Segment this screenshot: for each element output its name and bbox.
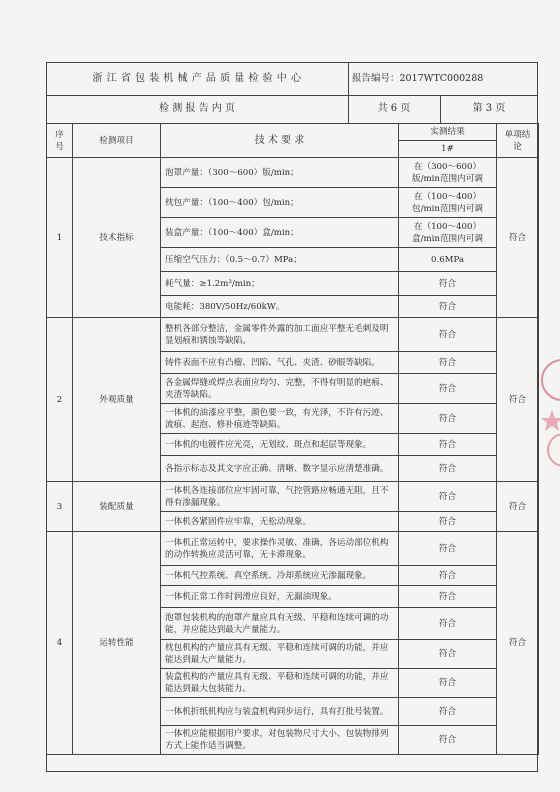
red-seal-stamp <box>538 340 560 470</box>
col-req-header: 技 术 要 求 <box>161 124 399 158</box>
result-cell: 符合 <box>399 272 497 296</box>
result-cell: 符合 <box>399 512 497 532</box>
result-cell: 在（100～400）盒/min范围内可调 <box>399 218 497 248</box>
requirement-cell: 泡罩产量：（300～600）版/min； <box>161 158 399 188</box>
inspection-table <box>46 123 539 755</box>
result-cell: 符合 <box>399 608 497 640</box>
result-cell: 符合 <box>399 566 497 586</box>
result-cell: 符合 <box>399 456 497 482</box>
result-cell: 符合 <box>399 434 497 456</box>
col-seq-header: 序号 <box>47 124 73 158</box>
group-seq: 4 <box>47 532 73 755</box>
page-number: 第 3 页 <box>472 103 506 114</box>
result-cell: 在（300～600）版/min范围内可调 <box>399 158 497 188</box>
requirement-cell: 电能耗：380V/50Hz/60kW。 <box>161 296 399 318</box>
requirement-cell: 各指示标志及其文字应正确、清晰、数字显示应清楚准确。 <box>161 456 399 482</box>
group-conclusion: 符合 <box>497 482 539 532</box>
total-pages: 共 6 页 <box>377 103 411 114</box>
report-number: 报告编号：2017WTC000288 <box>352 73 484 84</box>
group-seq: 1 <box>47 158 73 318</box>
requirement-cell: 装盒产量：（100～400）盒/min； <box>161 218 399 248</box>
requirement-cell: 各金属焊缝或焊点表面应均匀、完整，不得有明显的疤痕、夹渣等缺陷。 <box>161 374 399 404</box>
result-cell: 符合 <box>399 640 497 669</box>
requirement-cell: 一体机气控系统、真空系统、冷却系统应无渗漏现象。 <box>161 566 399 586</box>
requirement-cell: 一体机各连接部位应牢固可靠，气控管路应畅通无阻，且不得有渗漏现象。 <box>161 482 399 512</box>
col-item-header: 检测项目 <box>73 124 161 158</box>
requirement-cell: 一体机应能根据用户要求，对包装物尺寸大小、包装物排列方式上能作适当调整。 <box>161 726 399 755</box>
requirement-cell: 铸件表面不应有凸瘤、凹陷、气孔、夹渣、砂眼等缺陷。 <box>161 352 399 374</box>
requirement-cell: 枕包产量：（100～400）包/min； <box>161 188 399 218</box>
result-cell: 符合 <box>399 532 497 566</box>
result-cell: 符合 <box>399 374 497 404</box>
requirement-cell: 压缩空气压力：（0.5～0.7）MPa； <box>161 248 399 272</box>
requirement-cell: 耗气量：≥1.2m³/min； <box>161 272 399 296</box>
result-cell: 符合 <box>399 586 497 608</box>
requirement-cell: 一体机正常工作时润滑应良好，无漏油现象。 <box>161 586 399 608</box>
group-item: 技术指标 <box>73 158 161 318</box>
group-seq: 3 <box>47 482 73 532</box>
org-name: 浙 江 省 包 装 机 械 产 品 质 量 检 验 中 心 <box>92 73 302 84</box>
group-item: 装配质量 <box>73 482 161 532</box>
group-conclusion: 符合 <box>497 532 539 755</box>
requirement-cell: 一体机正常运转中，要求操作灵敏、准确，各运动部位机构的动作转换应灵活可靠，无卡滞现象。 <box>161 532 399 566</box>
requirement-cell: 整机各部分整洁，金属零件外露的加工面应平整无毛刺及明显划痕和锈蚀等缺陷。 <box>161 318 399 352</box>
table-row <box>47 482 539 512</box>
col-conclusion-header: 单项结论 <box>497 124 539 158</box>
group-conclusion: 符合 <box>497 158 539 318</box>
result-cell: 符合 <box>399 404 497 434</box>
result-cell: 0.6MPa <box>399 248 497 272</box>
table-row <box>47 318 539 352</box>
result-cell: 符合 <box>399 296 497 318</box>
result-cell: 符合 <box>399 482 497 512</box>
requirement-cell: 一体机的电镀件应光亮，无划纹、斑点和起层等现象。 <box>161 434 399 456</box>
result-cell: 符合 <box>399 726 497 755</box>
result-cell: 符合 <box>399 669 497 698</box>
requirement-cell: 装盒机构的产量应具有无级、平稳和连续可调的功能，并应能达到最大包装能力。 <box>161 669 399 698</box>
col-result-header: 实测结果 <box>399 124 497 141</box>
group-conclusion: 符合 <box>497 318 539 482</box>
group-seq: 2 <box>47 318 73 482</box>
result-cell: 符合 <box>399 352 497 374</box>
result-cell: 符合 <box>399 698 497 726</box>
requirement-cell: 枕包机构的产量应具有无级、平稳和连续可调的功能，并应能达到最大产量能力。 <box>161 640 399 669</box>
page-subtitle: 检 测 报 告 内 页 <box>159 103 235 114</box>
requirement-cell: 一体机的油漆应平整，颜色要一致，有光泽，不许有污迹、流痕、起泡、修补痕迹等缺陷。 <box>161 404 399 434</box>
group-item: 运转性能 <box>73 532 161 755</box>
requirement-cell: 一体机各紧固件应牢靠，无松动现象。 <box>161 512 399 532</box>
requirement-cell: 一体机折纸机构应与装盒机构同步运行，具有打批号装置。 <box>161 698 399 726</box>
table-row <box>47 158 539 188</box>
group-item: 外观质量 <box>73 318 161 482</box>
requirement-cell: 泡罩包装机构的泡罩产量应具有无级、平稳和连续可调的功能，并应能达到最大产量能力。 <box>161 608 399 640</box>
result-cell: 在（100～400）包/min范围内可调 <box>399 188 497 218</box>
col-sample-header: 1# <box>399 141 497 158</box>
table-row <box>47 532 539 566</box>
result-cell: 符合 <box>399 318 497 352</box>
